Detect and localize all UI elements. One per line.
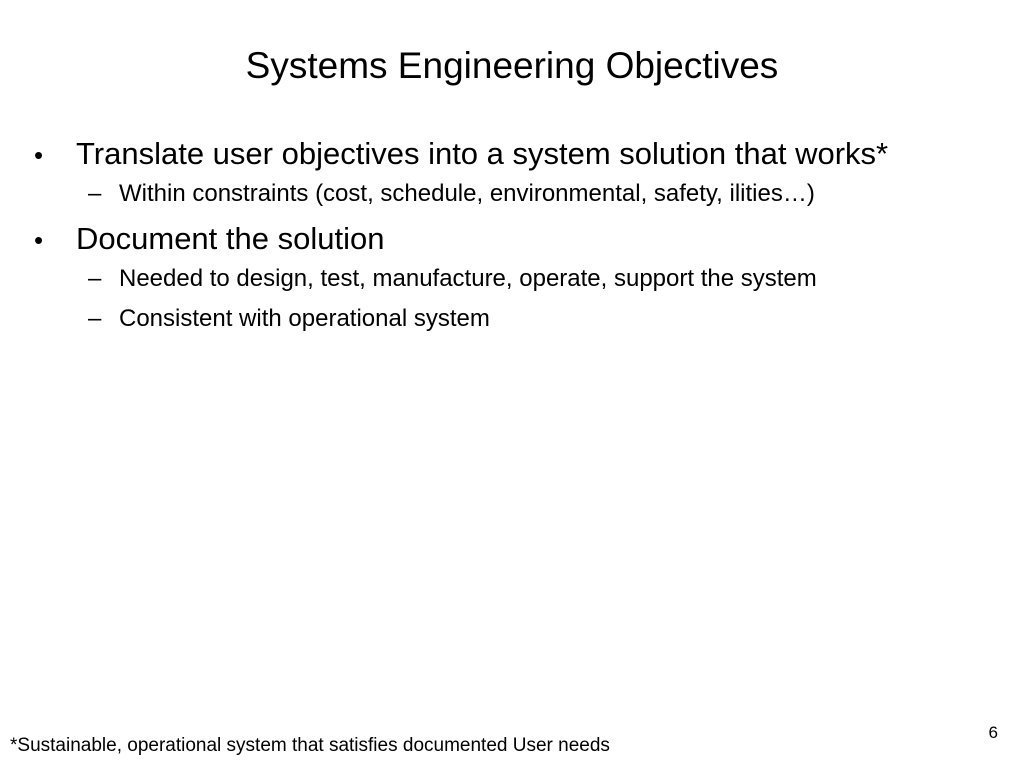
footnote: *Sustainable, operational system that satisfies documented User needs: [10, 735, 610, 756]
slide-title: Systems Engineering Objectives: [245, 45, 779, 86]
bullet-list: [34, 134, 994, 344]
bullet-text: Translate user objectives into a system solution that works*: [76, 136, 889, 171]
bullet-item: [34, 219, 994, 338]
sub-bullet-text: Within constraints (cost, schedule, environmental, safety, ilities…): [119, 180, 815, 207]
sub-bullet-list: [34, 175, 994, 213]
sub-bullet-text: Needed to design, test, manufacture, operate, support the system: [119, 265, 817, 292]
sub-bullet-item: [88, 260, 994, 298]
page-number: 6: [988, 723, 998, 742]
sub-bullet-text: Consistent with operational system: [119, 305, 490, 332]
sub-bullet-item: [88, 300, 994, 338]
bullet-row: [34, 134, 994, 175]
sub-bullet-item: [88, 175, 994, 213]
dash-icon: –: [88, 305, 102, 332]
bullet-text: Document the solution: [76, 221, 385, 256]
bullet-icon: •: [34, 225, 44, 255]
bullet-icon: •: [34, 140, 44, 170]
bullet-item: [34, 134, 994, 213]
dash-icon: –: [88, 180, 102, 207]
sub-bullet-list: [34, 260, 994, 338]
bullet-row: [34, 219, 994, 260]
dash-icon: –: [88, 265, 102, 292]
